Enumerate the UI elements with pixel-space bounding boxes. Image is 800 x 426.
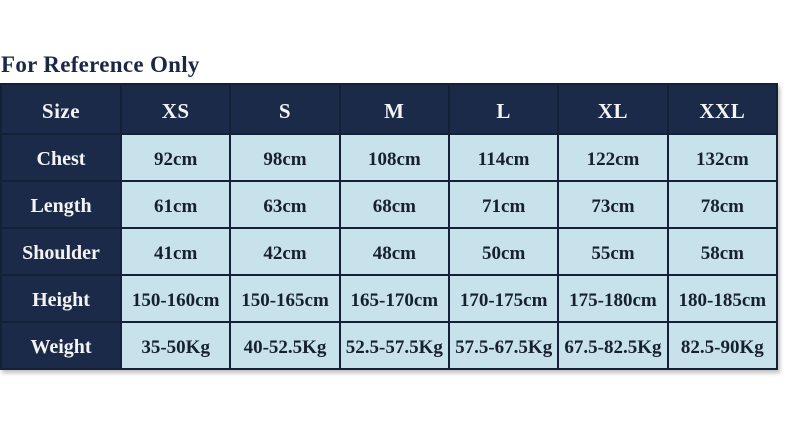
table-cell: 63cm xyxy=(230,181,339,228)
table-cell: 68cm xyxy=(340,181,449,228)
header-cell-xxl: XXL xyxy=(668,84,777,134)
table-cell: 35-50Kg xyxy=(121,322,230,369)
table-cell: 78cm xyxy=(668,181,777,228)
table-cell: 114cm xyxy=(449,134,558,181)
table-cell: 175-180cm xyxy=(558,275,667,322)
header-cell-size: Size xyxy=(1,84,121,134)
table-cell: 58cm xyxy=(668,228,777,275)
row-label-length: Length xyxy=(1,181,121,228)
size-chart-table xyxy=(0,83,778,370)
table-cell: 55cm xyxy=(558,228,667,275)
page-title: For Reference Only xyxy=(1,52,200,77)
row-label-chest: Chest xyxy=(1,134,121,181)
row-label-weight: Weight xyxy=(1,322,121,369)
row-label-shoulder: Shoulder xyxy=(1,228,121,275)
table-cell: 71cm xyxy=(449,181,558,228)
table-cell: 132cm xyxy=(668,134,777,181)
table-cell: 41cm xyxy=(121,228,230,275)
table-row-chest xyxy=(1,134,777,181)
table-cell: 180-185cm xyxy=(668,275,777,322)
table-cell: 98cm xyxy=(230,134,339,181)
header-cell-m: M xyxy=(340,84,449,134)
header-cell-l: L xyxy=(449,84,558,134)
row-label-height: Height xyxy=(1,275,121,322)
table-cell: 92cm xyxy=(121,134,230,181)
table-cell: 42cm xyxy=(230,228,339,275)
table-cell: 57.5-67.5Kg xyxy=(449,322,558,369)
table-cell: 165-170cm xyxy=(340,275,449,322)
header-row xyxy=(1,84,777,134)
table-row-length xyxy=(1,181,777,228)
table-row-height xyxy=(1,275,777,322)
table-cell: 73cm xyxy=(558,181,667,228)
header-cell-xs: XS xyxy=(121,84,230,134)
table-cell: 67.5-82.5Kg xyxy=(558,322,667,369)
table-cell: 61cm xyxy=(121,181,230,228)
table-cell: 150-160cm xyxy=(121,275,230,322)
table-cell: 50cm xyxy=(449,228,558,275)
table-cell: 52.5-57.5Kg xyxy=(340,322,449,369)
table-cell: 122cm xyxy=(558,134,667,181)
table-cell: 108cm xyxy=(340,134,449,181)
table-cell: 82.5-90Kg xyxy=(668,322,777,369)
table-cell: 48cm xyxy=(340,228,449,275)
table-cell: 170-175cm xyxy=(449,275,558,322)
header-cell-s: S xyxy=(230,84,339,134)
table-row-weight xyxy=(1,322,777,369)
table-cell: 40-52.5Kg xyxy=(230,322,339,369)
header-cell-xl: XL xyxy=(558,84,667,134)
table-row-shoulder xyxy=(1,228,777,275)
table-cell: 150-165cm xyxy=(230,275,339,322)
